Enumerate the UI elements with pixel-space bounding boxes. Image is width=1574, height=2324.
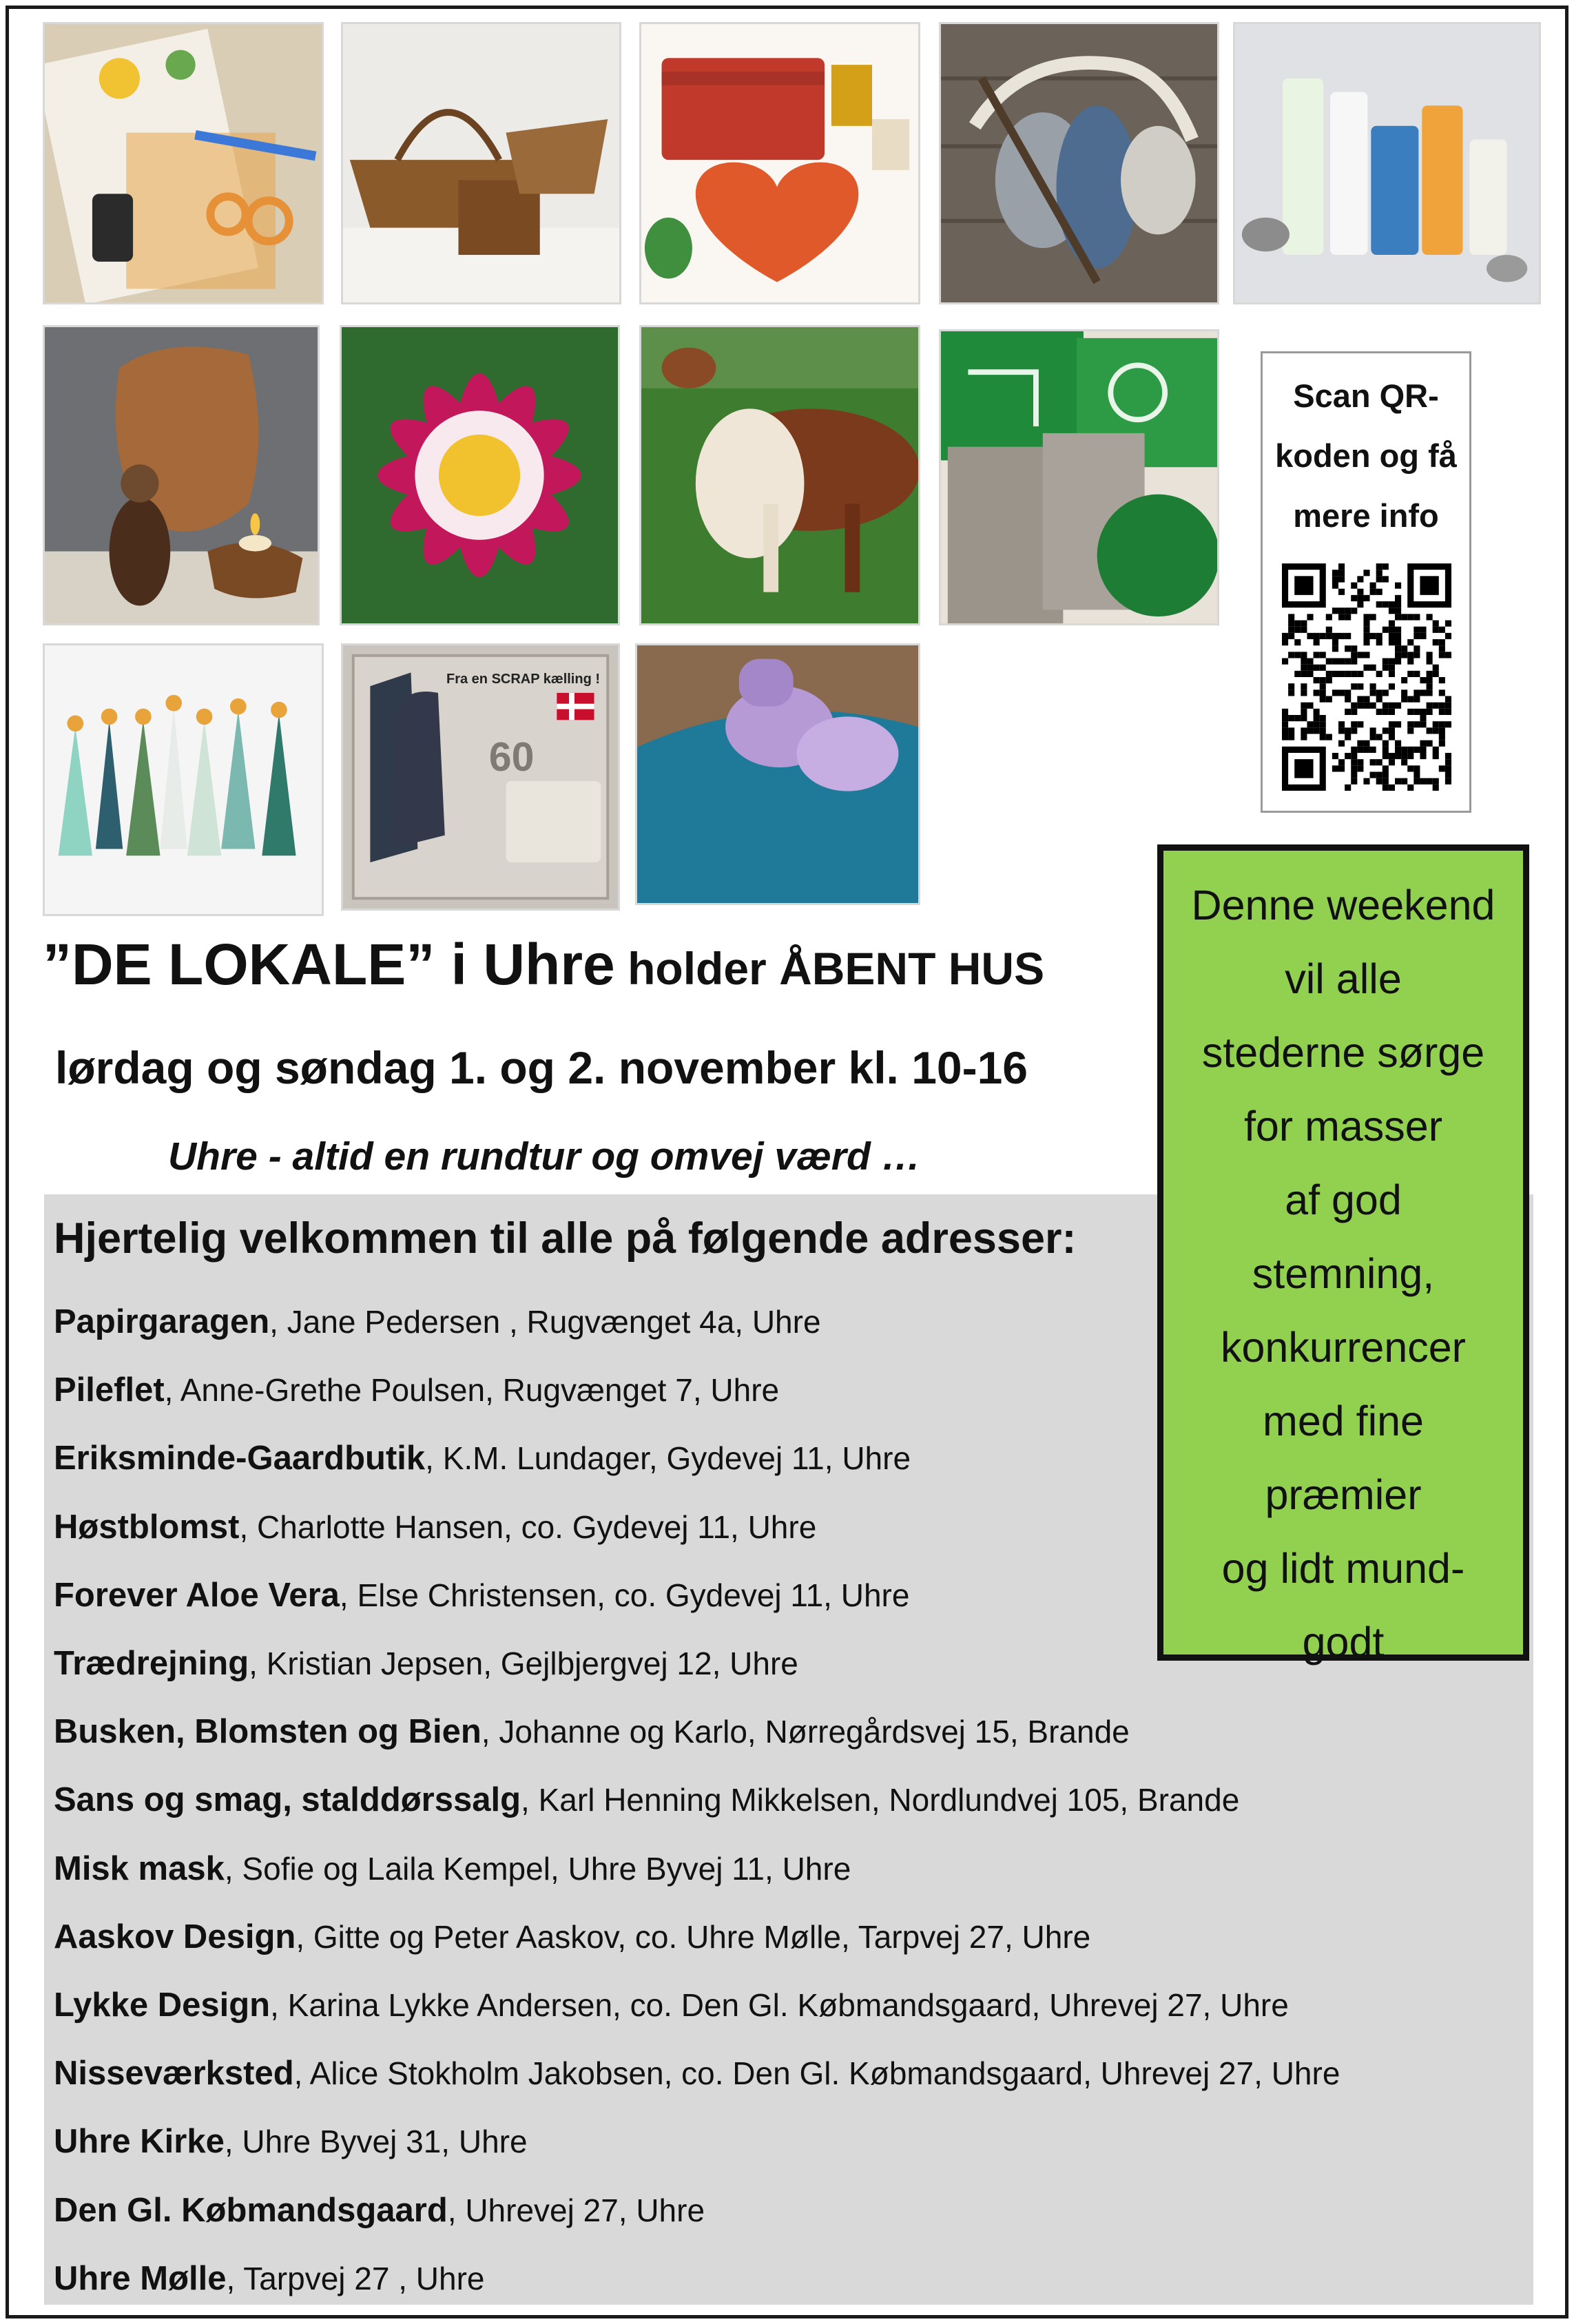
address-detail: , Uhrevej 27, Uhre bbox=[447, 2192, 705, 2228]
photo-felt-trees bbox=[43, 643, 324, 916]
address-detail: , Karl Henning Mikkelsen, Nordlundvej 105, Brande bbox=[521, 1782, 1240, 1818]
headline-title: ”DE LOKALE” i Uhre bbox=[43, 932, 615, 997]
headline bbox=[43, 931, 1044, 998]
address-name: Den Gl. Købmandsgaard bbox=[54, 2191, 448, 2229]
address-name: Misk mask bbox=[54, 1849, 225, 1887]
welcome-heading: Hjertelig velkommen til alle på følgende adresser: bbox=[54, 1214, 1077, 1263]
address-item bbox=[54, 2108, 1521, 2176]
photo-cows bbox=[639, 325, 920, 625]
address-detail: , Anne-Grethe Poulsen, Rugvænget 7, Uhre bbox=[164, 1372, 780, 1409]
address-detail: , Charlotte Hansen, co. Gydevej 11, Uhre bbox=[239, 1508, 817, 1545]
photo-scrap-card bbox=[341, 643, 620, 911]
address-detail: , Karina Lykke Andersen, co. Den Gl. Købmandsgaard, Uhrevej 27, Uhre bbox=[270, 1987, 1289, 2024]
weekend-info-text: Denne weekend vil alle stederne sørge for masser af god stemning, konkurrencer med fine præmier og lidt mund- godt bbox=[1191, 882, 1495, 1666]
scrap-caption: Fra en SCRAP kælling ! bbox=[446, 672, 601, 687]
qr-caption: Scan QR- koden og få mere info bbox=[1275, 377, 1457, 534]
address-item bbox=[54, 1698, 1521, 1766]
address-item bbox=[54, 1766, 1521, 1834]
address-name: Lykke Design bbox=[54, 1986, 271, 2024]
address-item bbox=[54, 2177, 1521, 2245]
address-detail: , Uhre Byvej 31, Uhre bbox=[224, 2124, 528, 2160]
address-item bbox=[54, 1971, 1521, 2040]
address-detail: , Alice Stokholm Jakobsen, co. Den Gl. Købmandsgaard, Uhrevej 27, Uhre bbox=[293, 2055, 1340, 2092]
address-name: Eriksminde-Gaardbutik bbox=[54, 1440, 426, 1477]
photo-knitted-sweater bbox=[635, 643, 920, 905]
photo-wicker-baskets bbox=[341, 22, 621, 304]
address-name: Trædrejning bbox=[54, 1645, 249, 1683]
address-name: Uhre Mølle bbox=[54, 2259, 227, 2297]
photo-paper-crafts bbox=[43, 22, 324, 304]
photo-dahlia-flower bbox=[340, 325, 620, 625]
tagline: Uhre - altid en rundtur og omvej værd … bbox=[168, 1134, 921, 1179]
address-detail: , Johanne og Karlo, Nørregårdsvej 15, Brande bbox=[481, 1714, 1130, 1750]
event-dates: lørdag og søndag 1. og 2. november kl. 10-16 bbox=[55, 1042, 1028, 1093]
svg-text:60: 60 bbox=[488, 734, 535, 780]
address-name: Nisseværksted bbox=[54, 2055, 294, 2093]
address-name: Uhre Kirke bbox=[54, 2123, 225, 2161]
qr-info-box bbox=[1261, 351, 1471, 813]
address-item bbox=[54, 2040, 1521, 2108]
address-detail: , Sofie og Laila Kempel, Uhre Byvej 11, Uhre bbox=[224, 1850, 851, 1887]
address-item bbox=[54, 2245, 1521, 2313]
address-detail: , Tarpvej 27 , Uhre bbox=[226, 2260, 485, 2296]
address-name: Forever Aloe Vera bbox=[54, 1576, 340, 1614]
address-name: Sans og smag, stalddørssalg bbox=[54, 1781, 521, 1819]
photo-tin-and-jam bbox=[639, 22, 920, 304]
photo-wood-turning bbox=[43, 325, 320, 625]
address-name: Papirgaragen bbox=[54, 1303, 270, 1340]
photo-green-prints bbox=[939, 329, 1219, 625]
address-name: Høstblomst bbox=[54, 1508, 240, 1546]
weekend-info-box bbox=[1157, 844, 1529, 1666]
address-detail: , K.M. Lundager, Gydevej 11, Uhre bbox=[425, 1440, 911, 1477]
headline-subtitle: holder ÅBENT HUS bbox=[614, 943, 1045, 994]
address-name: Pileflet bbox=[54, 1371, 165, 1409]
address-name: Busken, Blomsten og Bien bbox=[54, 1713, 481, 1751]
photo-aloe-products bbox=[1233, 22, 1541, 304]
address-detail: , Else Christensen, co. Gydevej 11, Uhre bbox=[339, 1577, 910, 1613]
address-detail: , Kristian Jepsen, Gejlbjergvej 12, Uhre bbox=[249, 1646, 798, 1682]
address-detail: , Gitte og Peter Aaskov, co. Uhre Mølle, Tarpvej 27, Uhre bbox=[296, 1918, 1091, 1955]
address-item bbox=[54, 1903, 1521, 1971]
address-detail: , Jane Pedersen , Rugvænget 4a, Uhre bbox=[269, 1304, 821, 1340]
photo-yarn-and-antlers bbox=[939, 22, 1219, 304]
address-name: Aaskov Design bbox=[54, 1918, 296, 1955]
qr-code-icon[interactable] bbox=[1282, 563, 1451, 791]
address-item bbox=[54, 1835, 1521, 1903]
